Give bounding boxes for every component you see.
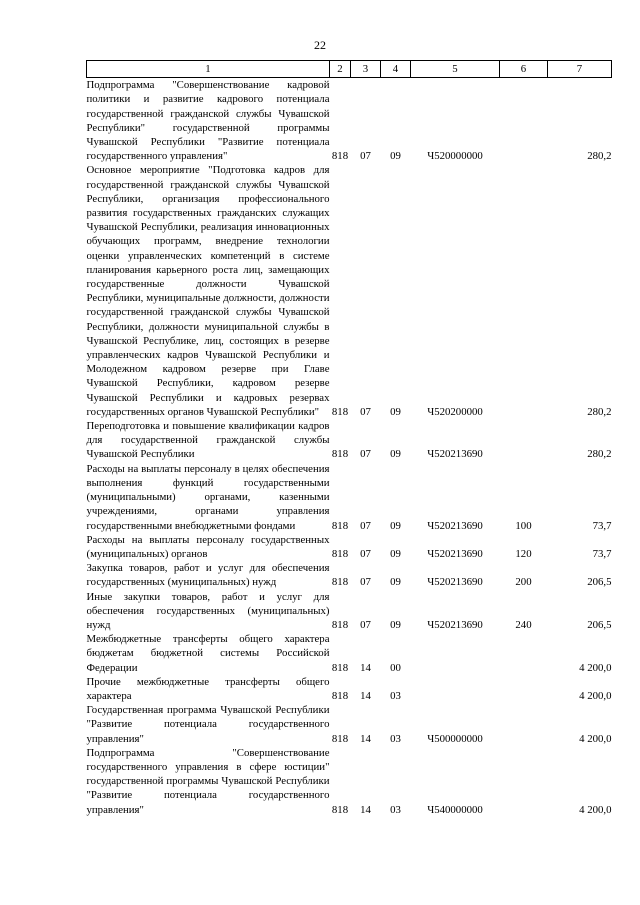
row-expense-type [500,632,548,675]
row-amount: 280,2 [587,150,612,163]
row-target-article: Ч520213690 [427,547,483,560]
row-expense-type [500,78,548,164]
table-row [87,703,612,746]
row-amount: 206,5 [587,618,612,631]
row-expense-type: 200 [515,576,532,589]
row-amount: 280,2 [587,405,612,418]
row-subsection: 09 [390,618,401,631]
page-number: 22 [314,38,326,52]
row-subsection: 09 [390,547,401,560]
table-row [87,561,612,589]
header-col-3: 3 [351,61,381,78]
row-admin-code: 818 [331,405,349,418]
row-subsection: 09 [390,519,401,532]
row-target-article: Ч540000000 [427,803,483,816]
row-target-article [411,632,500,675]
row-section: 07 [360,618,371,631]
row-section: 07 [360,547,371,560]
row-target-article: Ч520213690 [427,618,483,631]
row-subsection: 09 [390,405,401,418]
row-name: Расходы на выплаты персоналу государственных (муниципальных) органов [86,533,330,560]
header-col-6: 6 [500,61,548,78]
row-expense-type: 120 [515,547,532,560]
row-subsection: 03 [390,732,401,745]
row-admin-code: 818 [331,661,349,674]
row-target-article: Ч520200000 [427,405,483,418]
table-row [87,590,612,633]
row-admin-code: 818 [331,150,349,163]
row-admin-code: 818 [331,618,349,631]
row-admin-code: 818 [331,448,349,461]
row-section: 14 [360,803,371,816]
row-subsection: 00 [390,661,401,674]
row-amount: 4 200,0 [579,732,612,745]
row-expense-type [500,746,548,817]
table-row [87,675,612,703]
table-row [87,533,612,561]
budget-table [86,60,612,817]
row-subsection: 03 [390,803,401,816]
table-header-row [87,61,612,78]
row-name: Основное мероприятие "Подготовка кадров для государственной гражданской службы Чувашской Республики, организация профессионального развития государственных гражданских служащих Чувашской Республики, реализация инновационных обучающих программ, внедрение технологии оценки управленческих компетенций в системе планирования карьерного роста лиц, замещающих государственные должности Чувашской Республики, муниципальные должности, должности государственной гражданской службы Чувашской Республики, должности муниципальной службы в Чувашской Республике, лиц, состоящих в резерве управленческих кадров Чувашской Республики и Молодежном кадровом резерве при Главе Чувашской Республики, кадровом резерве Чувашской Республики и кадровых резервах государственных органов Чувашской Республики" [86,164,330,418]
row-target-article [411,675,500,703]
row-name: Расходы на выплаты персоналу в целях обеспечения выполнения функций государственными (муниципальными) органами, казенными учреждениями, органами управления государственными внебюджетными фондами [86,462,330,532]
row-target-article: Ч520213690 [427,576,483,589]
row-section: 07 [360,405,371,418]
row-target-article: Ч520000000 [427,150,483,163]
row-admin-code: 818 [331,519,349,532]
row-admin-code: 818 [331,547,349,560]
row-admin-code: 818 [331,576,349,589]
header-col-1: 1 [87,61,330,78]
row-amount: 4 200,0 [579,689,612,702]
row-amount: 73,7 [592,547,612,560]
row-expense-type [500,675,548,703]
table-row [87,632,612,675]
header-col-5: 5 [411,61,500,78]
table-row [87,78,612,164]
row-section: 07 [360,576,371,589]
row-amount: 73,7 [592,519,612,532]
row-name: Закупка товаров, работ и услуг для обеспечения государственных (муниципальных) нужд [86,562,330,589]
header-col-4: 4 [381,61,411,78]
row-amount: 4 200,0 [579,661,612,674]
row-target-article: Ч500000000 [427,732,483,745]
row-name: Государственная программа Чувашской Республики "Развитие потенциала государственного управления" [86,704,330,745]
row-amount: 280,2 [587,448,612,461]
row-expense-type: 240 [515,618,532,631]
row-section: 07 [360,150,371,163]
table-row [87,419,612,462]
row-name: Переподготовка и повышение квалификации кадров для государственной гражданской службы Чувашской Республики [86,420,330,461]
row-expense-type [500,703,548,746]
header-col-7: 7 [548,61,612,78]
row-section: 07 [360,519,371,532]
row-admin-code: 818 [331,689,349,702]
row-name: Иные закупки товаров, работ и услуг для обеспечения государственных (муниципальных) нужд [86,590,330,631]
row-amount: 4 200,0 [579,803,612,816]
row-admin-code: 818 [331,732,349,745]
row-subsection: 09 [390,448,401,461]
table-row [87,462,612,533]
row-expense-type: 100 [515,519,532,532]
row-expense-type [500,163,548,419]
row-section: 14 [360,689,371,702]
table-row [87,746,612,817]
row-expense-type [500,419,548,462]
row-name: Межбюджетные трансферты общего характера бюджетам бюджетной системы Российской Федерации [86,633,330,674]
row-section: 07 [360,448,371,461]
row-subsection: 03 [390,689,401,702]
row-name: Подпрограмма "Совершенствование государственного управления в сфере юстиции" государственной программы Чувашской Республики "Развитие потенциала государственного управления" [86,746,330,816]
row-section: 14 [360,732,371,745]
row-name: Подпрограмма "Совершенствование кадровой политики и развитие кадрового потенциала государственной гражданской службы Чувашской Республики" государственной программы Чувашской Республики "Развитие потенциала государственного управления" [86,79,330,163]
row-admin-code: 818 [331,803,349,816]
header-col-2: 2 [330,61,351,78]
row-target-article: Ч520213690 [427,519,483,532]
row-amount: 206,5 [587,576,612,589]
row-subsection: 09 [390,150,401,163]
row-target-article: Ч520213690 [427,448,483,461]
row-section: 14 [360,661,371,674]
row-subsection: 09 [390,576,401,589]
table-row [87,163,612,419]
row-name: Прочие межбюджетные трансферты общего характера [86,675,330,702]
